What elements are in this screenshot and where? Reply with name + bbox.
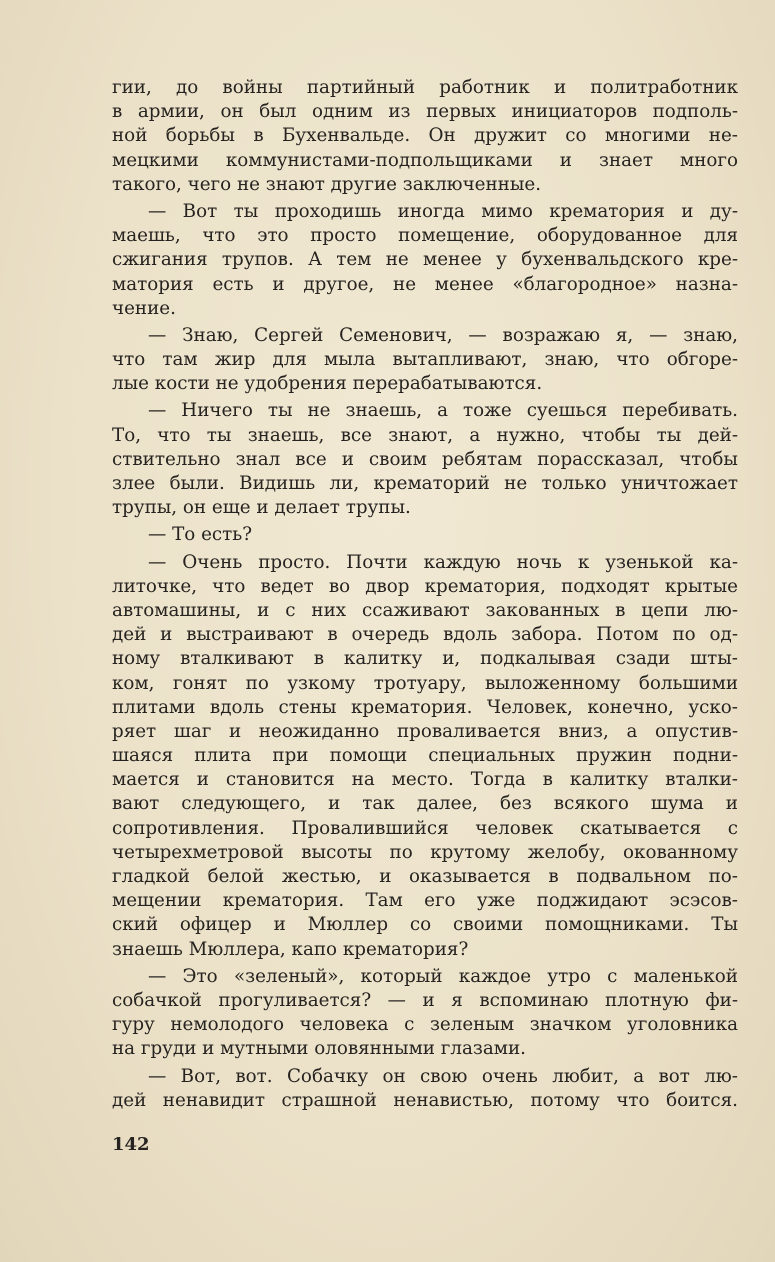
text-line: на груди и мутными оловянными глазами.	[112, 1038, 526, 1060]
paragraph	[112, 1065, 738, 1113]
text-line: сопротивления. Провалившийся человек скатывается с	[112, 817, 738, 839]
text-line: мается и становится на место. Тогда в калитку вталки-	[112, 769, 738, 791]
text-line: гии, до войны партийный работник и политработник	[112, 77, 738, 98]
text-line: — Очень просто. Почти каждую ночь к узенькой ка-	[148, 551, 738, 573]
text-line: маешь, что это просто помещение, оборудованное для	[112, 225, 738, 247]
paragraph	[112, 324, 738, 397]
paragraph	[112, 200, 738, 321]
text-line: вают следующего, и так далее, без всякого шума и	[112, 793, 738, 815]
text-line: лые кости не удобрения перерабатываются.	[112, 373, 543, 395]
text-line: матория есть и другое, не менее «благородное» назна-	[112, 273, 738, 295]
text-line: ский офицер и Мюллер со своими помощниками. Ты	[112, 914, 738, 936]
text-line: злее были. Видишь ли, крематорий не только уничтожает	[112, 473, 738, 494]
text-line: ной борьбы в Бухенвальде. Он дружит со многими не-	[112, 125, 738, 147]
text-line: гладкой белой жестью, и оказывается в подвальном по-	[112, 866, 738, 887]
text-line: — Ничего ты не знаешь, а тоже суешься перебивать.	[148, 400, 738, 422]
text-line: ком, гонят по узкому тротуару, выложенному большими	[112, 672, 738, 694]
text-line: четырехметровой высоты по крутому желобу, окованному	[112, 841, 738, 863]
paragraph	[112, 399, 738, 520]
text-line: — То есть?	[148, 524, 253, 546]
paragraph	[112, 965, 738, 1062]
text-line: — Знаю, Сергей Семенович, — возражаю я, — знаю,	[148, 324, 738, 346]
text-line: — Это «зеленый», который каждое утро с маленькой	[148, 965, 738, 987]
text-line: мецкими коммунистами-подпольщиками и знает много	[112, 149, 738, 171]
text-line: — Вот ты проходишь иногда мимо крематория и ду-	[148, 200, 738, 222]
text-line: ному вталкивают в калитку и, подкалывая сзади шты-	[112, 648, 738, 670]
paragraph	[112, 76, 738, 197]
text-line: трупы, он еще и делает трупы.	[112, 497, 411, 519]
text-line: То, что ты знаешь, все знают, а нужно, чтобы ты дей-	[112, 424, 738, 446]
text-line: что там жир для мыла вытапливают, знаю, что обгоре-	[112, 349, 738, 371]
text-line: сжигания трупов. А тем не менее у бухенвальдского кре-	[112, 249, 738, 271]
text-line: ряет шаг и неожиданно проваливается вниз, а опустив-	[112, 720, 738, 742]
text-line: знаешь Мюллера, капо крематория?	[112, 938, 469, 960]
text-line: плитами вдоль стены крематория. Человек, конечно, уско-	[112, 696, 738, 718]
text-line: шаяся плита при помощи специальных пружин подни-	[112, 745, 738, 767]
text-line: ствительно знал все и своим ребятам порассказал, чтобы	[112, 448, 738, 470]
paragraph	[112, 523, 738, 547]
text-line: собачкой прогуливается? — и я вспоминаю плотную фи-	[112, 989, 738, 1011]
page-number: 142	[112, 1134, 150, 1155]
text-line: в армии, он был одним из первых инициаторов подполь-	[112, 101, 738, 123]
text-line: гуру немолодого человека с зеленым значком уголовника	[112, 1014, 738, 1036]
page-text	[112, 76, 738, 1116]
text-line: мещении крематория. Там его уже поджидают эсэсов-	[112, 890, 738, 912]
text-line: такого, чего не знают другие заключенные.	[112, 173, 542, 195]
text-line: чение.	[112, 297, 176, 319]
text-line: автомашины, и с них ссаживают закованных в цепи лю-	[112, 599, 738, 621]
paragraph	[112, 551, 738, 962]
text-line: дей ненавидит страшной ненавистью, потому что боится.	[112, 1089, 738, 1111]
text-line: — Вот, вот. Собачку он свою очень любит, а вот лю-	[148, 1065, 738, 1087]
text-line: литочке, что ведет во двор крематория, подходят крытые	[112, 575, 738, 597]
text-line: дей и выстраивают в очередь вдоль забора. Потом по од-	[112, 624, 738, 646]
